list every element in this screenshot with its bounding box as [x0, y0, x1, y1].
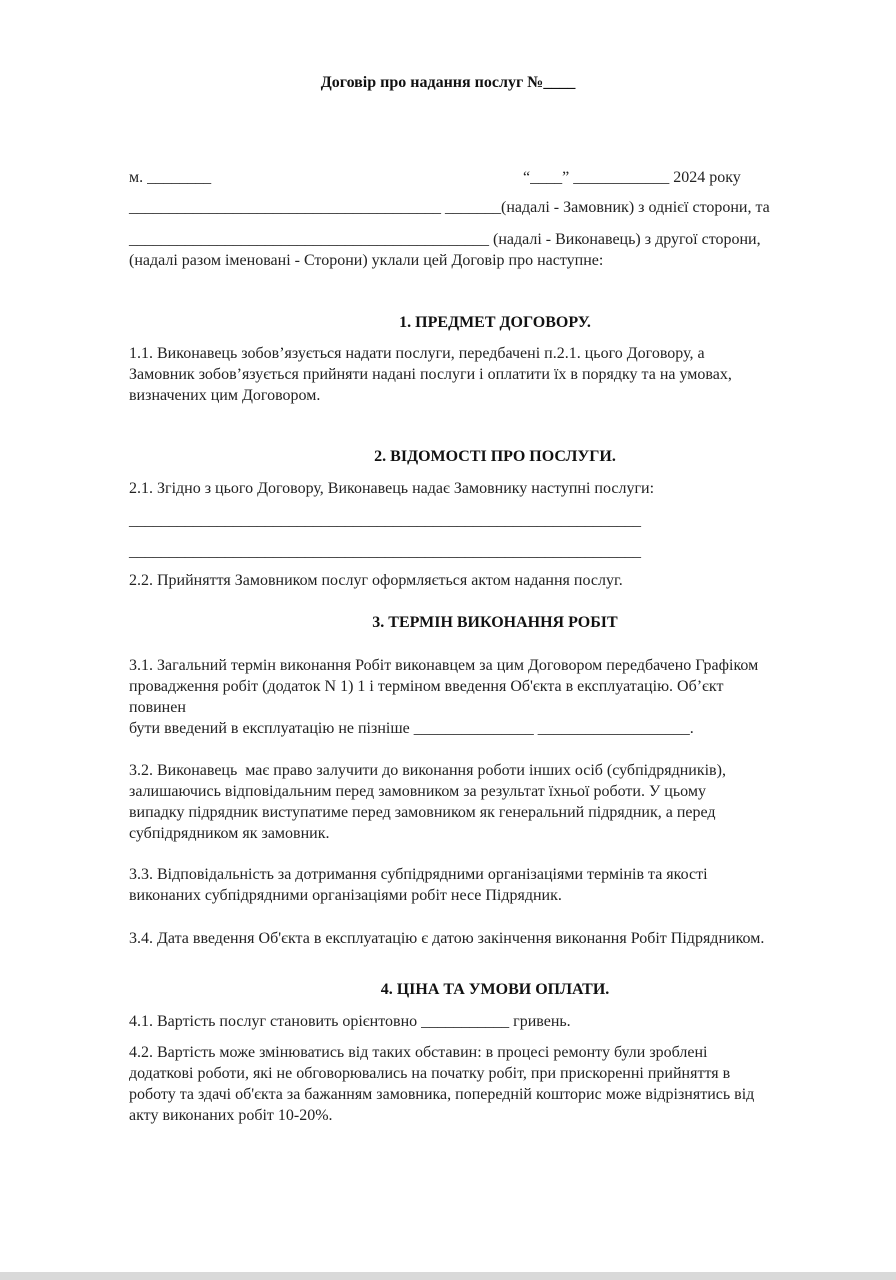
section-3-3-line-1: 3.3. Відповідальність за дотримання субпідрядними організаціями термінів та якості: [129, 866, 708, 883]
section-3-1-line-4: бути введений в експлуатацію не пізніше _______________ ___________________.: [129, 720, 694, 737]
section-1-1-line-3: визначених цим Договором.: [129, 387, 321, 404]
section-3-1-line-1: 3.1. Загальний термін виконання Робіт виконавцем за цим Договором передбачено Графіком: [129, 657, 759, 674]
section-4-2-line-1: 4.2. Вартість може змінюватись від таких обставин: в процесі ремонту були зроблені: [129, 1044, 708, 1061]
section-3-1-line-2: провадження робіт (додаток N 1) 1 і терміном введення Об'єкта в експлуатацію. Об’єкт: [129, 678, 724, 695]
section-4-2-line-4: акту виконаних робіт 10-20%.: [129, 1107, 333, 1124]
city-line: м. ________: [129, 169, 212, 186]
services-blank-line-2: ________________________________________________________________: [129, 543, 641, 560]
section-4-1-text: 4.1. Вартість послуг становить орієнтовно ___________ гривень.: [129, 1013, 571, 1030]
section-4-heading: 4. ЦІНА ТА УМОВИ ОПЛАТИ.: [380, 981, 610, 998]
page-bottom-edge: [0, 1272, 896, 1280]
section-1-heading: 1. ПРЕДМЕТ ДОГОВОРУ.: [399, 314, 591, 331]
section-3-2-line-1: 3.2. Виконавець має право залучити до виконання роботи інших осіб (субпідрядників),: [129, 762, 726, 779]
party-contractor-line: _____________________________________________ (надалі - Виконавець) з другої сторони,: [129, 231, 761, 248]
section-1-1-line-1: 1.1. Виконавець зобов’язується надати послуги, передбачені п.2.1. цього Договору, а: [129, 345, 705, 362]
section-3-heading: 3. ТЕРМІН ВИКОНАННЯ РОБІТ: [372, 614, 618, 631]
party-customer-line: _______________________________________ _______(надалі - Замовник) з однієї сторони, та: [129, 199, 770, 216]
section-3-2-line-4: субпідрядником як замовник.: [129, 825, 330, 842]
section-3-1-line-3: повинен: [129, 699, 186, 716]
parties-intro-line: (надалі разом іменовані - Сторони) уклали цей Договір про наступне:: [129, 252, 604, 269]
services-blank-line-1: ________________________________________________________________: [129, 512, 641, 529]
section-2-2-text: 2.2. Прийняття Замовником послуг оформляється актом надання послуг.: [129, 572, 623, 589]
section-3-2-line-2: залишаючись відповідальним перед замовником за результат їхньої роботи. У цьому: [129, 783, 706, 800]
document-title: Договір про надання послуг №____: [320, 74, 576, 91]
section-2-heading: 2. ВІДОМОСТІ ПРО ПОСЛУГИ.: [374, 448, 616, 465]
date-line: “____” ____________ 2024 року: [523, 169, 741, 186]
section-4-2-line-3: роботу та здачі об'єкта за бажанням замовника, попередній кошторис може відрізнятись від: [129, 1086, 755, 1103]
section-2-1-text: 2.1. Згідно з цього Договору, Виконавець надає Замовнику наступні послуги:: [129, 480, 655, 497]
section-3-2-line-3: випадку підрядник виступатиме перед замовником як генеральний підрядник, а перед: [129, 804, 716, 821]
section-1-1-line-2: Замовник зобов’язується прийняти надані послуги і оплатити їх в порядку та на умовах,: [129, 366, 732, 383]
section-4-2-line-2: додаткові роботи, які не обговорювались на початку робіт, при прискоренні прийняття в: [129, 1065, 731, 1082]
section-3-4-text: 3.4. Дата введення Об'єкта в експлуатацію є датою закінчення виконання Робіт Підрядником.: [129, 930, 765, 947]
section-3-3-line-2: виконаних субпідрядними організаціями робіт несе Підрядник.: [129, 887, 562, 904]
